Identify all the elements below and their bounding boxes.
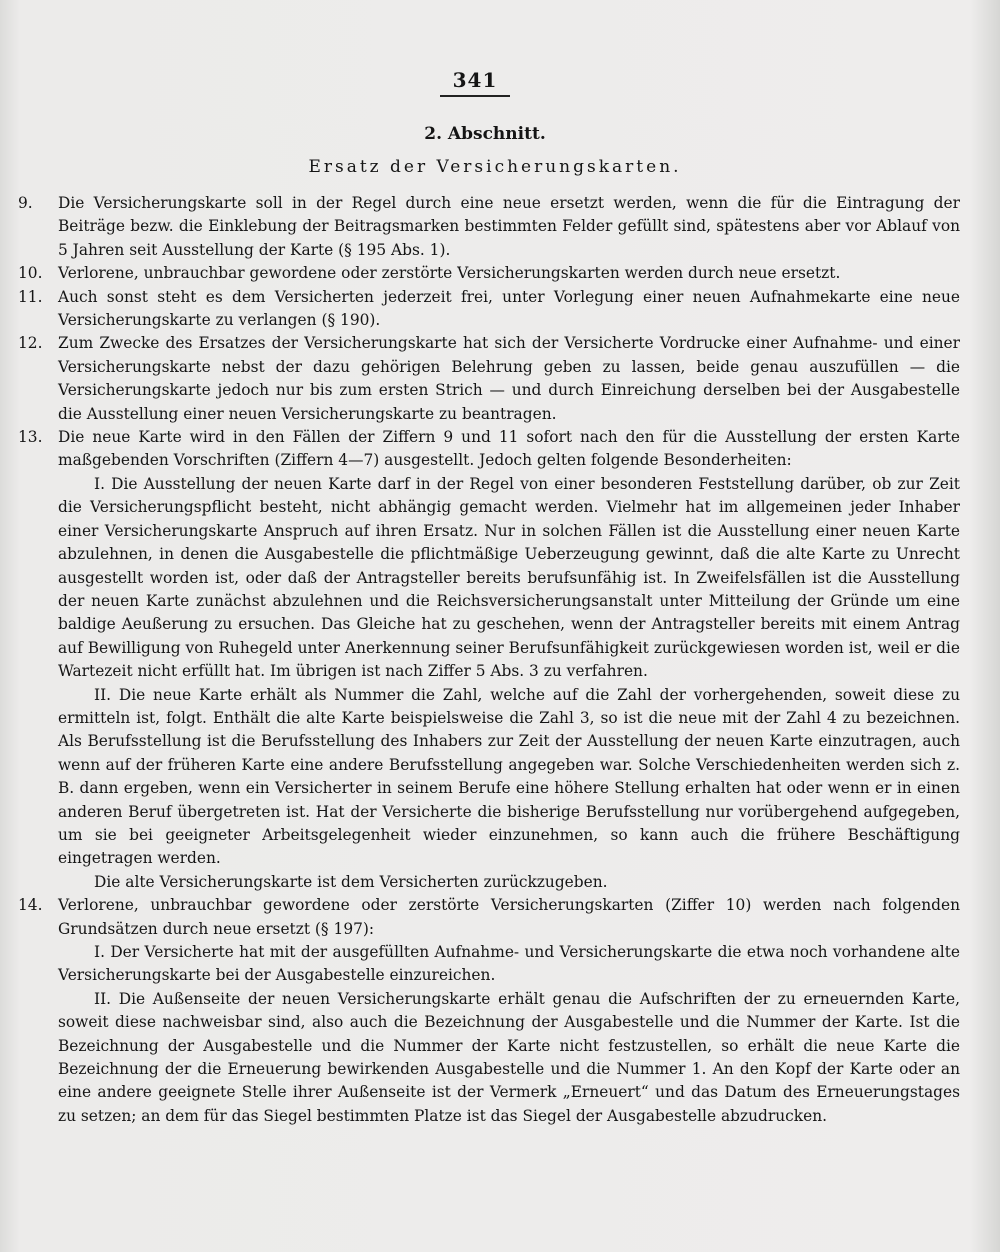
paragraph-11	[18, 286, 960, 333]
paragraph-text: II. Die Außenseite der neuen Versicherungskarte erhält genau die Aufschriften der zu erneuernden Karte, soweit diese nachweisbar sind, also auch die Bezeichnung der Ausgabestelle und die Nummer der Karte. Ist die Bezeichnung der Ausgabestelle und die Nummer der Karte nicht festzustellen, so erhält die neue Karte die Bezeichnung der die Erneuerung bewirkenden Ausgabestelle und die Nummer 1. An den Kopf der Karte oder an eine andere geeignete Stelle ihrer Außenseite ist der Vermerk „Erneuert“ und das Datum des Erneuerungstages zu setzen; an dem für das Siegel bestimmten Platze ist das Siegel der Ausgabestelle abzudrucken.	[58, 989, 960, 1125]
paragraph-13-return	[18, 871, 960, 894]
paragraph-number: 12.	[18, 334, 43, 353]
paragraph-9	[18, 192, 960, 262]
paragraph-number: 11.	[18, 287, 43, 306]
page-number: 341	[452, 68, 498, 92]
paragraph-13	[18, 426, 960, 473]
paragraph-13-ii	[18, 684, 960, 871]
paragraph-text: Verlorene, unbrauchbar gewordene oder zerstörte Versicherungskarten werden durch neue ersetzt.	[58, 264, 841, 283]
paragraph-12	[18, 332, 960, 426]
paragraph-text: II. Die neue Karte erhält als Nummer die Zahl, welche auf die Zahl der vorhergehenden, soweit diese zu ermitteln ist, folgt. Enthält die alte Karte beispielsweise die Zahl 3, so ist die neue mit der Zahl 4 zu bezeichnen. Als Berufsstellung ist die Berufsstellung des Inhabers zur Zeit der Ausstellung der neuen Karte einzutragen, auch wenn auf der früheren Karte eine andere Berufsstellung angegeben war. Solche Verschiedenheiten werden sich z. B. dann ergeben, wenn ein Versicherter in seinem Berufe eine höhere Stellung erhalten hat oder wenn er in einen anderen Beruf übergetreten ist. Hat der Versicherte die bisherige Berufsstellung nur vorübergehend aufgegeben, um sie bei geeigneter Arbeitsgelegenheit wieder einzunehmen, so kann auch die frühere Beschäftigung eingetragen werden.	[58, 685, 960, 868]
paragraph-10	[18, 262, 960, 285]
paragraph-13-i	[18, 473, 960, 684]
paragraph-text: Die neue Karte wird in den Fällen der Ziffern 9 und 11 sofort nach den für die Ausstellung der ersten Karte maßgebenden Vorschriften (Ziffern 4—7) ausgestellt. Jedoch gelten folgende Besonderheiten:	[58, 428, 960, 470]
section-heading: 2. Abschnitt.	[424, 124, 546, 144]
paragraph-number: 13.	[18, 428, 43, 447]
paragraph-14-ii	[18, 988, 960, 1128]
section-subtitle: Ersatz der Versicherungskarten.	[308, 157, 682, 177]
paragraph-text: Die alte Versicherungskarte ist dem Versicherten zurückzugeben.	[94, 872, 608, 891]
paragraph-text: I. Die Ausstellung der neuen Karte darf in der Regel von einer besonderen Feststellung darüber, ob zur Zeit die Versicherungspflicht besteht, nicht abhängig gemacht werden. Vielmehr hat im allgemeinen jeder Inhaber einer Versicherungskarte Anspruch auf ihren Ersatz. Nur in solchen Fällen ist die Ausstellung einer neuen Karte abzulehnen, in denen die Ausgabestelle die pflichtmäßige Ueberzeugung gewinnt, daß die alte Karte zu Unrecht ausgestellt worden ist, oder daß der Antragsteller bereits berufsunfähig ist. In Zweifelsfällen ist die Ausstellung der neuen Karte zunächst abzulehnen und die Reichsversicherungsanstalt unter Mitteilung der Gründe um eine baldige Aeußerung zu ersuchen. Das Gleiche hat zu geschehen, wenn der Antragsteller bereits mit einem Antrag auf Bewilligung von Ruhegeld unter Anerkennung seiner Berufsunfähigkeit zurückgewiesen worden ist, weil er die Wartezeit nicht erfüllt hat. Im übrigen ist nach Ziffer 5 Abs. 3 zu verfahren.	[58, 474, 960, 681]
paragraph-text: Zum Zwecke des Ersatzes der Versicherungskarte hat sich der Versicherte Vordrucke einer Aufnahme- und einer Versicherungskarte nebst der dazu gehörigen Belehrung geben zu lassen, beide genau auszufüllen — die Versicherungskarte jedoch nur bis zum ersten Strich — und durch Einreichung derselben bei der Ausgabestelle die Ausstellung einer neuen Versicherungskarte zu beantragen.	[58, 334, 960, 423]
paragraph-text: I. Der Versicherte hat mit der ausgefüllten Aufnahme- und Versicherungskarte die etwa noch vorhandene alte Versicherungskarte bei der Ausgabestelle einzureichen.	[58, 943, 960, 985]
body-text	[18, 192, 960, 1128]
paragraph-number: 14.	[18, 896, 43, 915]
paragraph-text: Auch sonst steht es dem Versicherten jederzeit frei, unter Vorlegung einer neuen Aufnahmekarte eine neue Versicherungskarte zu verlangen (§ 190).	[58, 287, 960, 330]
paragraph-number: 9.	[18, 194, 33, 212]
paragraph-14	[18, 894, 960, 941]
paragraph-text: Verlorene, unbrauchbar gewordene oder zerstörte Versicherungskarten (Ziffer 10) werden nach folgenden Grundsätzen durch neue ersetzt (§ 197):	[58, 896, 960, 938]
page-number-rule	[440, 95, 510, 97]
paragraph-14-i	[18, 941, 960, 988]
paragraph-text: Die Versicherungskarte soll in der Regel durch eine neue ersetzt werden, wenn die für die Eintragung der Beiträge bezw. die Einklebung der Beitragsmarken bestimmten Felder gefüllt sind, spätestens aber vor Ablauf von 5 Jahren seit Ausstellung der Karte (§ 195 Abs. 1).	[58, 194, 960, 259]
paragraph-number: 10.	[18, 264, 43, 283]
